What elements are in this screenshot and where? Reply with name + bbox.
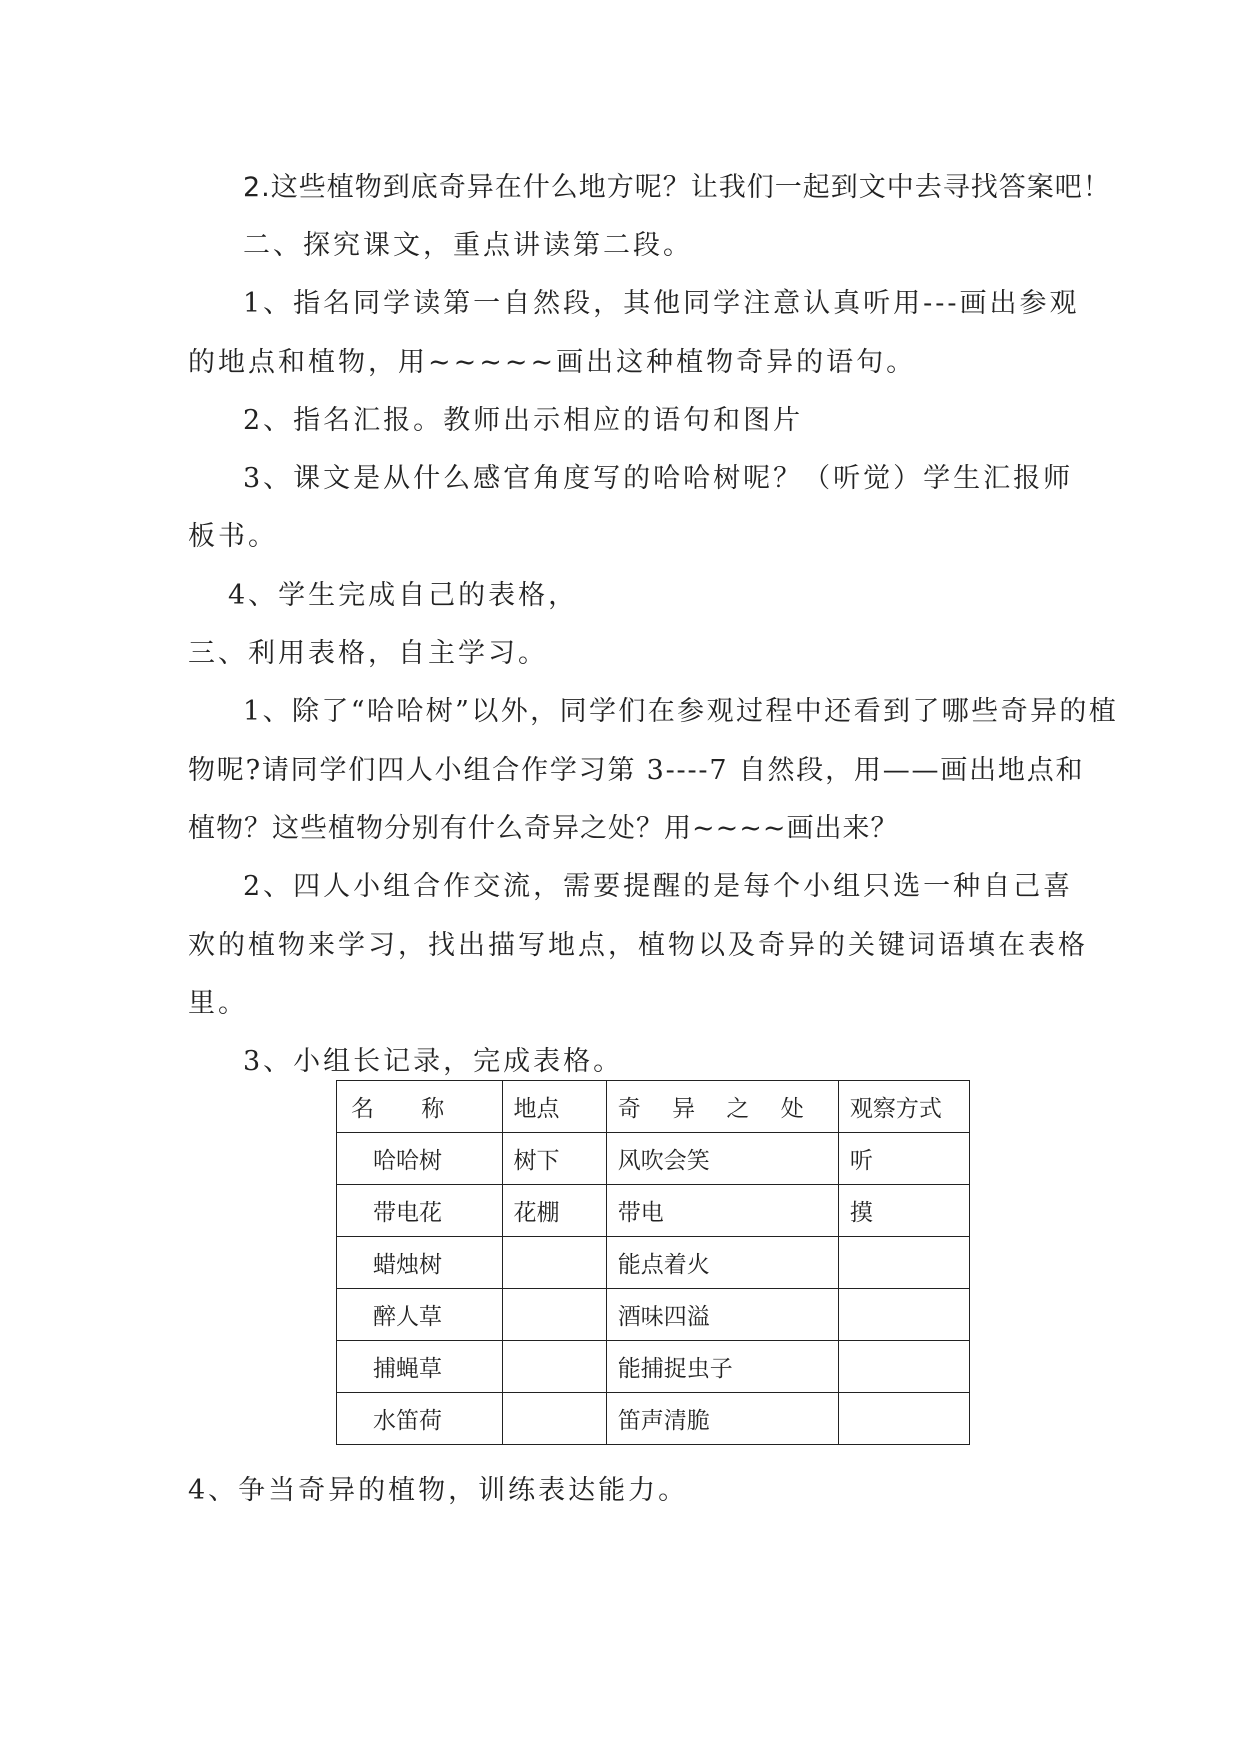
cell-feature: 笛声清脆: [606, 1393, 838, 1445]
cell-location: [502, 1341, 606, 1393]
paragraph-line: 物呢?请同学们四人小组合作学习第 3----7 自然段，用——画出地点和: [188, 755, 1085, 786]
table-row: [337, 1341, 970, 1393]
cell-observation: 摸: [838, 1185, 969, 1237]
cell-name: 水笛荷: [337, 1393, 503, 1445]
paragraph-line: 欢的植物来学习，找出描写地点，植物以及奇异的关键词语填在表格: [188, 930, 1088, 961]
paragraph-line: 板书。: [188, 521, 278, 552]
cell-name: 蜡烛树: [337, 1237, 503, 1289]
observation-table: [336, 1080, 970, 1445]
paragraph-line: 2、四人小组合作交流，需要提醒的是每个小组只选一种自己喜: [243, 871, 1074, 902]
section-heading: 三、利用表格，自主学习。: [188, 638, 548, 669]
cell-observation: [838, 1237, 969, 1289]
paragraph-line: 4、争当奇异的植物，训练表达能力。: [188, 1475, 689, 1506]
cell-feature: 能捕捉虫子: [606, 1341, 838, 1393]
header-name: 名 称: [337, 1081, 503, 1133]
table-row: [337, 1289, 970, 1341]
header-location: 地点: [502, 1081, 606, 1133]
paragraph-line: 里。: [188, 988, 248, 1019]
header-feature: 奇 异 之 处: [606, 1081, 838, 1133]
cell-name: 带电花: [337, 1185, 503, 1237]
paragraph-line: 植物？这些植物分别有什么奇异之处？用~~~~画出来？: [188, 813, 899, 844]
paragraph-line: 3、小组长记录，完成表格。: [243, 1046, 624, 1077]
cell-name: 哈哈树: [337, 1133, 503, 1185]
table-header-row: [337, 1081, 970, 1133]
paragraph-line: 2.这些植物到底奇异在什么地方呢？让我们一起到文中去寻找答案吧！: [243, 172, 1111, 203]
table-row: [337, 1185, 970, 1237]
cell-location: [502, 1393, 606, 1445]
cell-observation: [838, 1289, 969, 1341]
cell-location: [502, 1289, 606, 1341]
paragraph-line: 的地点和植物，用~~~~~画出这种植物奇异的语句。: [188, 347, 917, 378]
cell-observation: [838, 1393, 969, 1445]
cell-feature: 带电: [606, 1185, 838, 1237]
cell-location: 树下: [502, 1133, 606, 1185]
section-heading: 二、探究课文，重点讲读第二段。: [243, 230, 693, 261]
paragraph-line: 2、指名汇报。教师出示相应的语句和图片: [243, 405, 804, 436]
header-observation: 观察方式: [838, 1081, 969, 1133]
cell-feature: 风吹会笑: [606, 1133, 838, 1185]
table-row: [337, 1393, 970, 1445]
cell-feature: 酒味四溢: [606, 1289, 838, 1341]
cell-location: [502, 1237, 606, 1289]
paragraph-line: 4、学生完成自己的表格，: [228, 580, 579, 611]
cell-observation: 听: [838, 1133, 969, 1185]
paragraph-line: 1、指名同学读第一自然段，其他同学注意认真听用---画出参观: [243, 288, 1080, 319]
table-row: [337, 1133, 970, 1185]
cell-name: 捕蝇草: [337, 1341, 503, 1393]
paragraph-line: 1、除了“哈哈树”以外，同学们在参观过程中还看到了哪些奇异的植: [243, 696, 1119, 727]
cell-feature: 能点着火: [606, 1237, 838, 1289]
cell-observation: [838, 1341, 969, 1393]
paragraph-line: 3、课文是从什么感官角度写的哈哈树呢？（听觉）学生汇报师: [243, 463, 1074, 494]
cell-location: 花棚: [502, 1185, 606, 1237]
cell-name: 醉人草: [337, 1289, 503, 1341]
table-row: [337, 1237, 970, 1289]
